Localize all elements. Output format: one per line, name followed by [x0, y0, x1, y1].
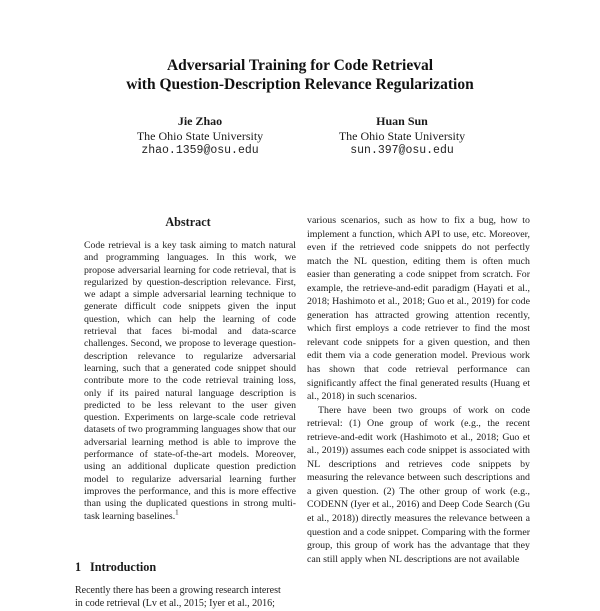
intro-paragraph: Recently there has been a growing research interest — [75, 585, 281, 596]
title-line-2: with Question-Description Relevance Regularization — [126, 75, 474, 93]
author-name: Huan Sun — [376, 114, 428, 128]
left-column — [75, 213, 301, 610]
abstract-heading: Abstract — [165, 215, 211, 229]
title-line-1: Adversarial Training for Code Retrieval — [166, 57, 434, 74]
section-number: 1 — [75, 560, 82, 574]
author-email: sun.397@osu.edu — [350, 144, 454, 157]
section-heading-introduction — [75, 560, 301, 575]
author-affiliation: The Ohio State University — [136, 129, 264, 143]
author-email: zhao.1359@osu.edu — [141, 144, 259, 157]
introduction-section — [75, 560, 301, 611]
abstract-text — [84, 240, 296, 523]
author-name: Jie Zhao — [177, 114, 223, 128]
body-paragraph-2: There have been two groups of work on code retrieval: (1) One group of work (e.g., the recent retrieve-and-edit work (Hashimoto et al., 2018; Guo et al., 2019)) assumes each code snippet is associated with NL descriptions and retrieves code snippets by measuring the relevance between such descriptions and a given question. (2) The other group of work (e.g., CODENN (Iyer et al., 2016) and Deep Code Search (Gu et al., 2018)) directly measures the relevance between a question and a code snippet. Comparing with the former group, this group of work has the advantage that they can still apply when NL descriptions are not available — [307, 404, 530, 565]
body-paragraph-1: various scenarios, such as how to fix a bug, how to implement a function, which API to use, etc. Moreover, even if the retrieved code snippets do not perfectly match the NL question, editing them is often much easier than generating a code snippet from scratch. For example, the retrieve-and-edit paradigm (Hayati et al., 2018; Hashimoto et al., 2018; Guo et al., 2019) for code generation has attracted growing attention recently, which first employs a code retriever to find the most relevant code snippets for a given question, and then edit them via a code generation model. Previous work has shown that code retrieval performance can significantly affect the final generated results (Huang et al., 2018) in such scenarios. — [307, 215, 530, 403]
abstract-body: Code retrieval is a key task aiming to match natural and programming languages. In this work, we propose adversarial learning for code retrieval, that is regularized by question-description relevance. First, we adapt a simple adversarial learning technique to generate difficult code snippets given the input question, which can help the learning of code retrieval that faces bi-modal and data-scarce challenges. Second, we propose to leverage question-description relevance to regularize adversarial learning, such that a generated code snippet should contribute more to the code retrieval training loss, only if its paired natural language description is predicted to be less relevant to the user given question. Experiments on large-scale code retrieval datasets of two programming languages show that our adversarial learning method is able to improve the performance of state-of-the-art models. Moreover, using an additional duplicate question prediction model to regularize adversarial learning further improves the performance, and this is more effective than using the duplicated questions in strong multi-task learning baselines. — [84, 240, 296, 522]
footnote-marker: 1 — [175, 508, 179, 517]
intro-paragraph-cutoff-line: in code retrieval (Lv et al., 2015; Iyer et al., 2016; — [75, 598, 275, 610]
author-affiliation: The Ohio State University — [338, 129, 466, 143]
paper-title — [0, 57, 600, 94]
right-column — [307, 214, 530, 600]
author-block-2 — [277, 114, 527, 158]
section-title: Introduction — [90, 560, 157, 574]
abstract-section — [75, 213, 301, 523]
